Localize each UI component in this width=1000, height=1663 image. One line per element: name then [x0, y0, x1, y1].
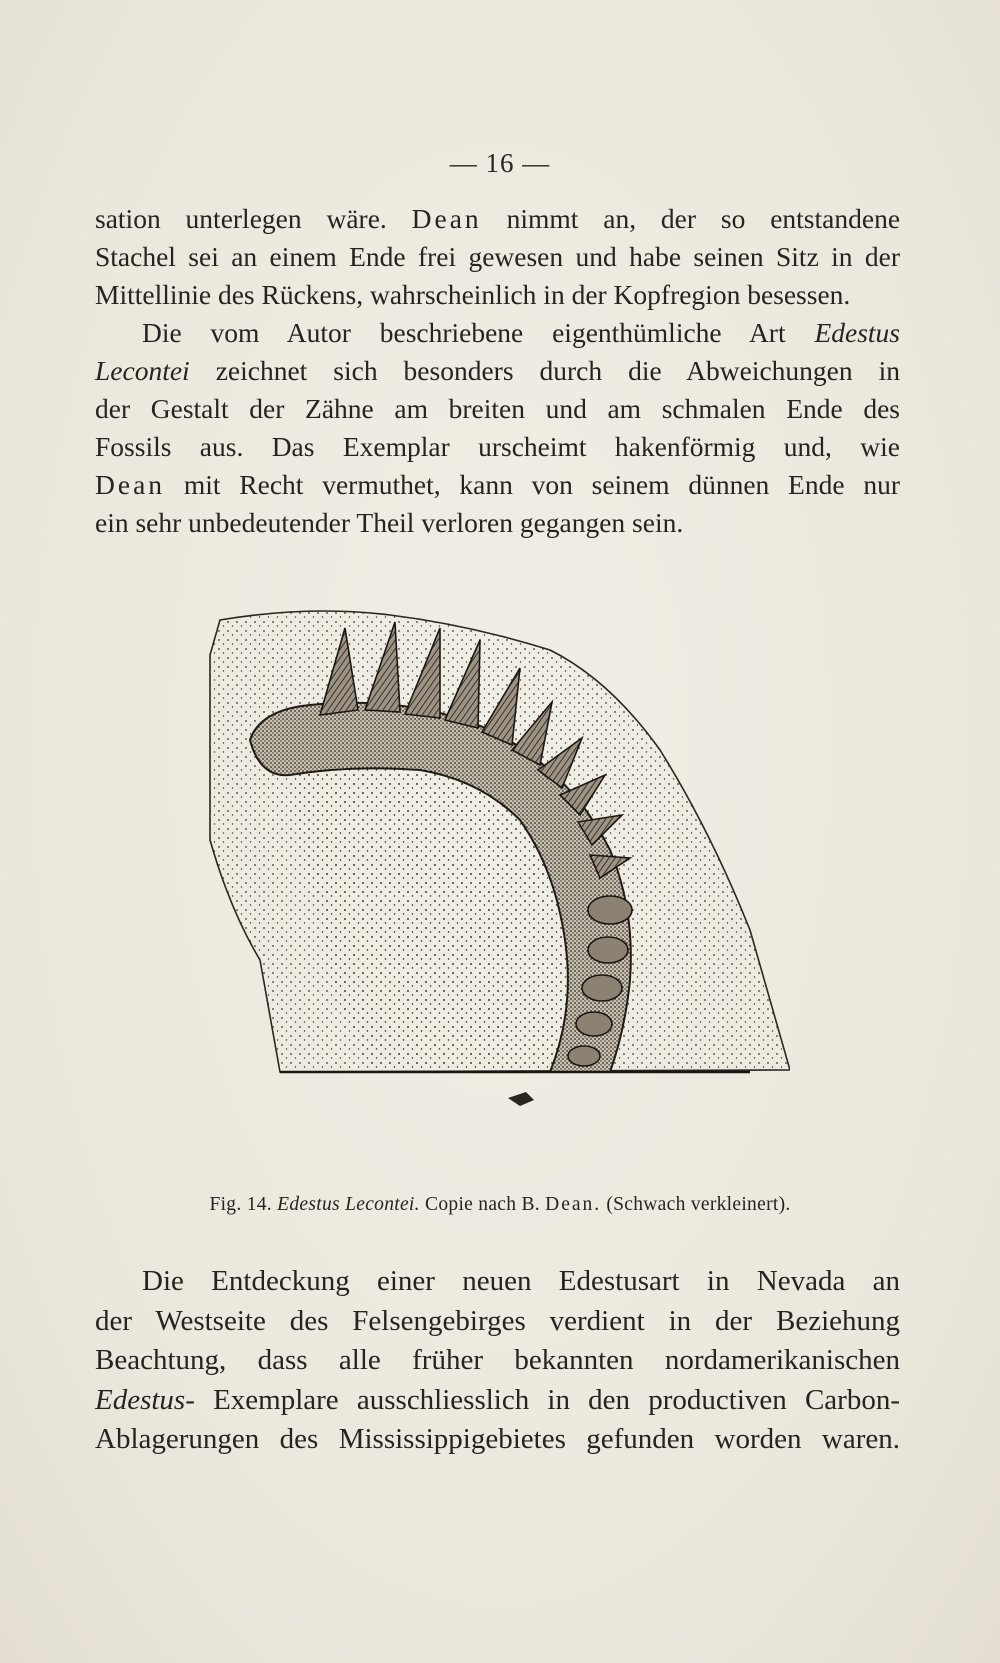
- figure-species: Edestus Lecontei.: [277, 1194, 420, 1215]
- paragraph-3-line: der Westseite des Felsengebirges verdient in der Beziehung: [95, 1304, 900, 1337]
- species-name: Edestus: [814, 317, 901, 348]
- paragraph-2-line: der Gestalt der Zähne am breiten und am schmalen Ende des: [95, 393, 900, 424]
- figure-mark: [508, 1092, 534, 1106]
- figure-author: Dean.: [545, 1194, 602, 1215]
- paragraph-1-line: Stachel sei an einem Ende frei gewesen und habe seinen Sitz in der: [95, 241, 900, 272]
- page-number: — 16 —: [449, 148, 551, 178]
- paragraph-3-line: Edestus- Exemplare ausschliesslich in den productiven Carbon-: [95, 1383, 900, 1416]
- paragraph-2-line: Dean mit Recht vermuthet, kann von seinem dünnen Ende nur: [95, 469, 901, 500]
- paragraph-1: [95, 200, 900, 314]
- paragraph-2-line: Lecontei zeichnet sich besonders durch die Abweichungen in: [95, 355, 901, 386]
- paragraph-3-line: Beachtung, dass alle früher bekannten nordamerikanischen: [95, 1344, 900, 1376]
- edestus-fossil-illustration: [190, 610, 790, 1165]
- species-name: Lecontei: [95, 355, 190, 386]
- paragraph-2-line: ein sehr unbedeutender Theil verloren gegangen sein.: [95, 507, 684, 538]
- paragraph-3-line: Ablagerungen des Mississippigebietes gefunden worden waren.: [95, 1423, 900, 1455]
- species-name: Edestus: [95, 1383, 186, 1416]
- paragraph-1-line: Mittellinie des Rückens, wahrscheinlich in der Kopfregion besessen.: [95, 279, 851, 310]
- figure-label: Fig. 14.: [209, 1194, 272, 1215]
- figure-note: (Schwach verkleinert).: [606, 1194, 791, 1215]
- figure-caption: Fig. 14. Edestus Lecontei. Copie nach B. Dean. (Schwach verkleinert).: [209, 1194, 791, 1215]
- paragraph-3-line: Die Entdeckung einer neuen Edestusart in Nevada an: [142, 1265, 900, 1297]
- paragraph-2-line: Die vom Autor beschriebene eigenthümliche Art Edestus: [142, 317, 901, 348]
- paragraph-1-line: sation unterlegen wäre. Dean nimmt an, der so entstandene: [95, 203, 901, 234]
- paragraph-2-line: Fossils aus. Das Exemplar urscheimt hakenförmig und, wie: [95, 431, 900, 462]
- paragraph-3: [95, 1262, 900, 1460]
- paragraph-2: [95, 314, 900, 542]
